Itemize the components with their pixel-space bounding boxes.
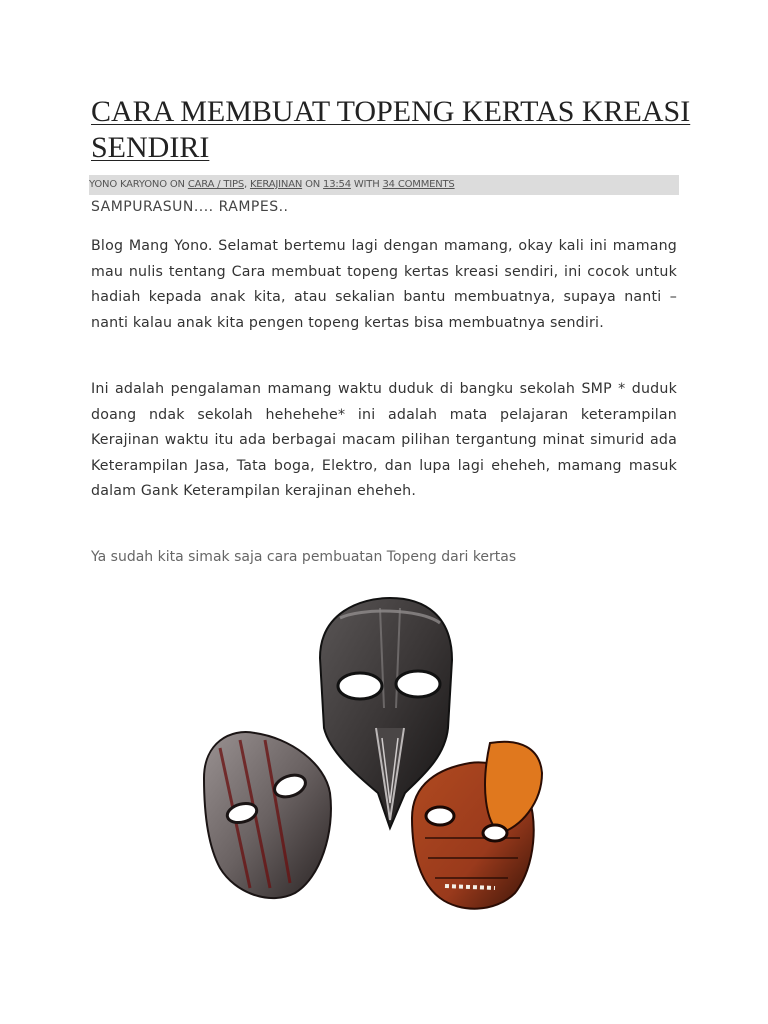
greeting-text: SAMPURASUN.... RAMPES..: [91, 199, 289, 215]
meta-with-label: WITH: [353, 179, 380, 190]
body-paragraph-1: Blog Mang Yono. Selamat bertemu lagi dengan mamang, okay kali ini mamang mau nulis tentang Cara membuat topeng kertas kreasi sendiri, ini cocok untuk hadiah kepada anak kita, atau sekalian bantu membuatnya, supaya nanti – nanti kalau anak kita pengen topeng kertas bisa membuatnya sendiri.: [91, 238, 677, 331]
mask-left: [204, 732, 331, 898]
category-link-kerajinan[interactable]: KERAJINAN: [249, 179, 303, 190]
comments-link[interactable]: 34 COMMENTS: [382, 179, 455, 190]
meta-author: YONO KARYONO: [89, 179, 167, 190]
masks-image: [190, 588, 590, 918]
body-paragraph-2: Ini adalah pengalaman mamang waktu duduk di bangku sekolah SMP * duduk doang ndak sekolah hehehehe* ini adalah mata pelajaran keterampilan Kerajinan waktu itu ada berbagai macam pilihan tergantung minat simurid ada Keterampilan Jasa, Tata boga, Elektro, dan lupa lagi eheheh, mamang masuk dalam Gank Keterampilan kerajinan eheheh.: [91, 381, 677, 499]
meta-on-label: ON: [169, 179, 185, 190]
post-meta-bar: [89, 175, 679, 195]
intro-note: Ya sudah kita simak saja cara pembuatan Topeng dari kertas: [91, 549, 517, 565]
meta-on-label-2: ON: [305, 179, 321, 190]
meta-separator: ,: [243, 179, 247, 190]
post-time-link[interactable]: 13:54: [323, 179, 351, 190]
post-title[interactable]: CARA MEMBUAT TOPENG KERTAS KREASI SENDIRI: [91, 95, 691, 164]
category-link-cara-tips[interactable]: CARA / TIPS: [187, 179, 244, 190]
